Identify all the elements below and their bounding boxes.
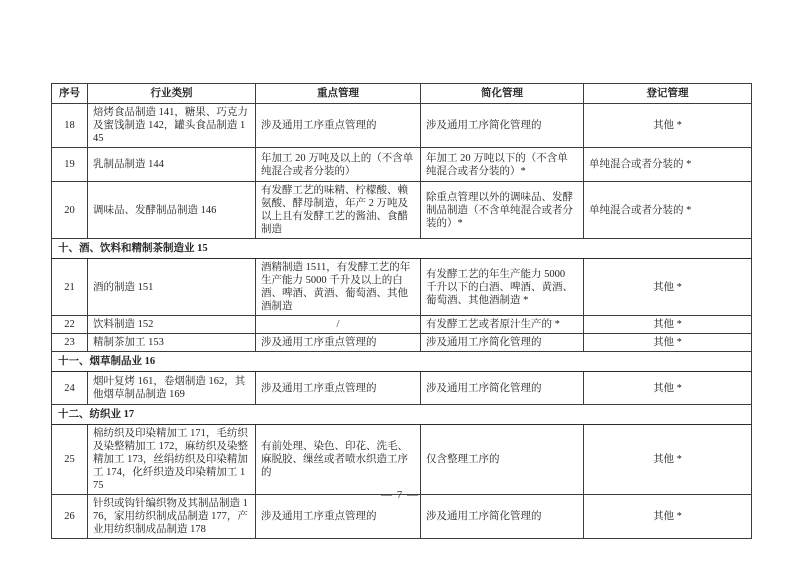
classification-management-table [51,83,752,539]
cell-key-management: 涉及通用工序重点管理的 [256,104,421,148]
cell-key-management: 有发酵工艺的味精、柠檬酸、赖氨酸、酵母制造，年产 2 万吨及以上且有发酵工艺的酱油、食醋制造 [256,182,421,239]
cell-key-management: 年加工 20 万吨及以上的（不含单纯混合或者分装的） [256,148,421,182]
cell-industry-category: 精制茶加工 153 [88,334,256,352]
cell-seq-no: 18 [52,104,88,148]
cell-industry-category: 焙烤食品制造 141，糖果、巧克力及蜜饯制造 142，罐头食品制造 145 [88,104,256,148]
table-body [52,104,752,539]
cell-simplified-management: 涉及通用工序简化管理的 [421,104,584,148]
table-row [52,182,752,239]
cell-simplified-management: 涉及通用工序简化管理的 [421,372,584,405]
table-header-row [52,84,752,104]
cell-industry-category: 饮料制造 152 [88,316,256,334]
cell-seq-no: 26 [52,495,88,539]
cell-industry-category: 烟叶复烤 161，卷烟制造 162，其他烟草制品制造 169 [88,372,256,405]
cell-registration-management: 其他 * [584,372,752,405]
table-row [52,425,752,495]
cell-simplified-management: 有发酵工艺的年生产能力 5000 千升以下的白酒、啤酒、黄酒、葡萄酒、其他酒制造 * [421,259,584,316]
cell-simplified-management: 涉及通用工序简化管理的 [421,334,584,352]
cell-seq-no: 23 [52,334,88,352]
cell-industry-category: 棉纺织及印染精加工 171，毛纺织及染整精加工 172，麻纺织及染整精加工 173，丝绢纺织及印染精加工 174，化纤织造及印染精加工 175 [88,425,256,495]
cell-registration-management: 单纯混合或者分装的 * [584,182,752,239]
cell-registration-management: 其他 * [584,495,752,539]
cell-registration-management: 其他 * [584,425,752,495]
table-row [52,334,752,352]
cell-seq-no: 24 [52,372,88,405]
cell-seq-no: 22 [52,316,88,334]
cell-key-management: / [256,316,421,334]
section-label: 十二、纺织业 17 [52,405,752,425]
section-label: 十一、烟草制品业 16 [52,352,752,372]
table-row [52,495,752,539]
section-row [52,239,752,259]
col-header-seq-no: 序号 [52,84,88,104]
cell-industry-category: 酒的制造 151 [88,259,256,316]
section-label: 十、酒、饮料和精制茶制造业 15 [52,239,752,259]
col-header-key-management: 重点管理 [256,84,421,104]
table-row [52,259,752,316]
cell-industry-category: 针织或钩针编织物及其制品制造 176，家用纺织制成品制造 177，产业用纺织制成品制造 178 [88,495,256,539]
cell-simplified-management: 有发酵工艺或者原汁生产的 * [421,316,584,334]
cell-key-management: 涉及通用工序重点管理的 [256,372,421,405]
cell-seq-no: 25 [52,425,88,495]
cell-industry-category: 调味品、发酵制品制造 146 [88,182,256,239]
section-row [52,405,752,425]
section-row [52,352,752,372]
cell-seq-no: 19 [52,148,88,182]
cell-simplified-management: 涉及通用工序简化管理的 [421,495,584,539]
cell-simplified-management: 年加工 20 万吨以下的（不含单纯混合或者分装的）* [421,148,584,182]
cell-simplified-management: 仅含整理工序的 [421,425,584,495]
cell-registration-management: 单纯混合或者分装的 * [584,148,752,182]
table-row [52,372,752,405]
cell-registration-management: 其他 * [584,104,752,148]
cell-industry-category: 乳制品制造 144 [88,148,256,182]
page-number: — 7 — [381,489,419,501]
cell-key-management: 涉及通用工序重点管理的 [256,495,421,539]
col-header-simplified-management: 简化管理 [421,84,584,104]
cell-key-management: 酒精制造 1511，有发酵工艺的年生产能力 5000 千升及以上的白酒、啤酒、黄酒、葡萄酒、其他酒制造 [256,259,421,316]
table-header [52,84,752,104]
cell-seq-no: 20 [52,182,88,239]
cell-simplified-management: 除重点管理以外的调味品、发酵制品制造（不含单纯混合或者分装的）* [421,182,584,239]
col-header-industry-category: 行业类别 [88,84,256,104]
cell-registration-management: 其他 * [584,334,752,352]
cell-seq-no: 21 [52,259,88,316]
cell-key-management: 有前处理、染色、印花、洗毛、麻脱胶、缫丝或者喷水织造工序的 [256,425,421,495]
cell-key-management: 涉及通用工序重点管理的 [256,334,421,352]
table-row [52,148,752,182]
col-header-registration-management: 登记管理 [584,84,752,104]
cell-registration-management: 其他 * [584,316,752,334]
table-row [52,104,752,148]
table-row [52,316,752,334]
cell-registration-management: 其他 * [584,259,752,316]
